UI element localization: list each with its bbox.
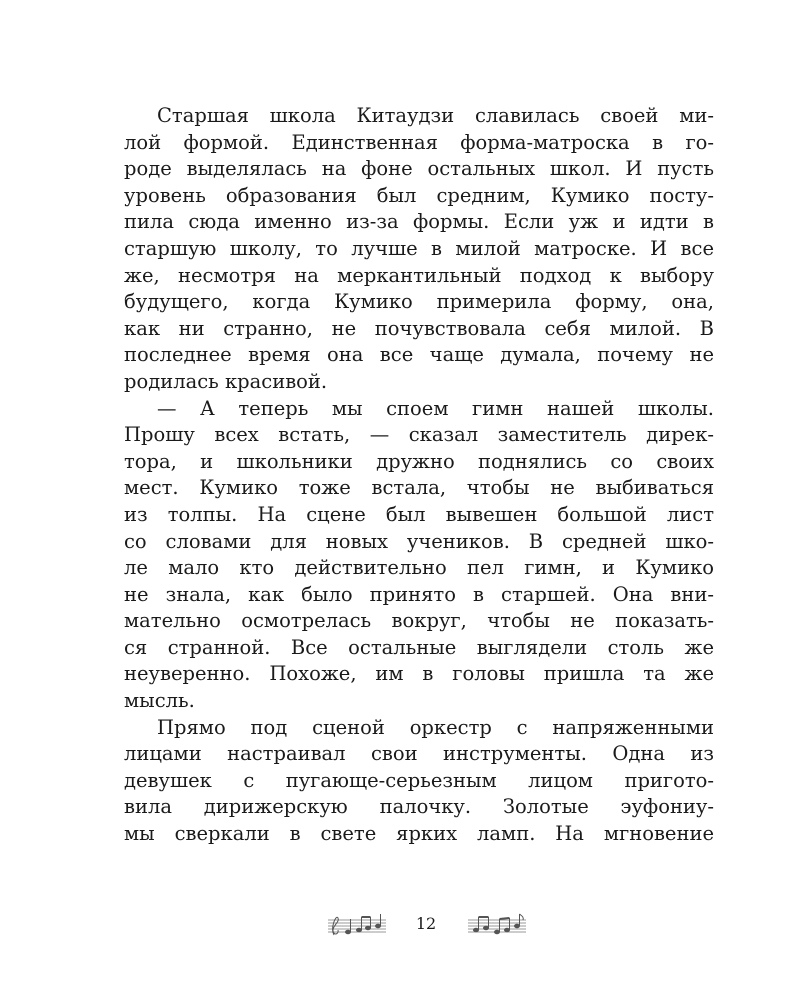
text-line: вила дирижерскую палочку. Золотые эуфониу- (124, 795, 714, 819)
music-notes-staff-icon (326, 908, 388, 948)
text-line: родилась красивой. (124, 369, 328, 393)
text-line: девушек с пугающе-серьезным лицом пригото- (124, 768, 714, 792)
text-line: мательно осмотрелась вокруг, чтобы не показать- (124, 609, 714, 633)
text-line: роде выделялась на фоне остальных школ. И пусть (124, 157, 714, 181)
text-line: — А теперь мы споем гимн нашей школы. (157, 396, 714, 420)
text-line: уровень образования был средним, Кумико посту- (124, 183, 714, 207)
text-line: лицами настраивал свои инструменты. Одна из (124, 742, 714, 766)
text-line: Прямо под сценой оркестр с напряженными (157, 715, 714, 739)
text-line: же, несмотря на меркантильный подход к выбору (124, 263, 714, 287)
text-line: из толпы. На сцене был вывешен большой лист (124, 502, 714, 526)
text-line: Прошу всех встать, — сказал заместитель дирек- (124, 423, 714, 447)
text-line: не знала, как было принято в старшей. Она вни- (124, 582, 714, 606)
page-number: 12 (415, 914, 437, 933)
text-line: мест. Кумико тоже встала, чтобы не выбиваться (124, 476, 714, 500)
text-line: неуверенно. Похоже, им в головы пришла та же (124, 662, 714, 686)
text-line: как ни странно, не почувствовала себя милой. В (124, 316, 714, 340)
text-line: со словами для новых учеников. В средней шко- (124, 529, 714, 553)
text-line: старшую школу, то лучше в милой матроске. И все (124, 236, 714, 260)
text-line: будущего, когда Кумико примерила форму, она, (124, 290, 714, 314)
text-line: лой формой. Единственная форма-матроска в го- (124, 130, 714, 154)
page-footer (0, 908, 800, 944)
music-notes-staff-icon (466, 908, 528, 948)
body-text (124, 103, 714, 848)
text-line: тора, и школьники дружно поднялись со своих (124, 449, 714, 473)
text-line: ся странной. Все остальные выглядели столь же (124, 635, 714, 659)
text-line: ле мало кто действительно пел гимн, и Кумико (124, 556, 714, 580)
text-line: последнее время она все чаще думала, почему не (124, 343, 714, 367)
text-line: Старшая школа Китаудзи славилась своей ми- (157, 104, 714, 127)
text-line: пила сюда именно из-за формы. Если уж и идти в (124, 210, 714, 234)
text-line: мы сверкали в свете ярких ламп. На мгновение (124, 822, 714, 846)
text-line: мысль. (124, 689, 195, 713)
